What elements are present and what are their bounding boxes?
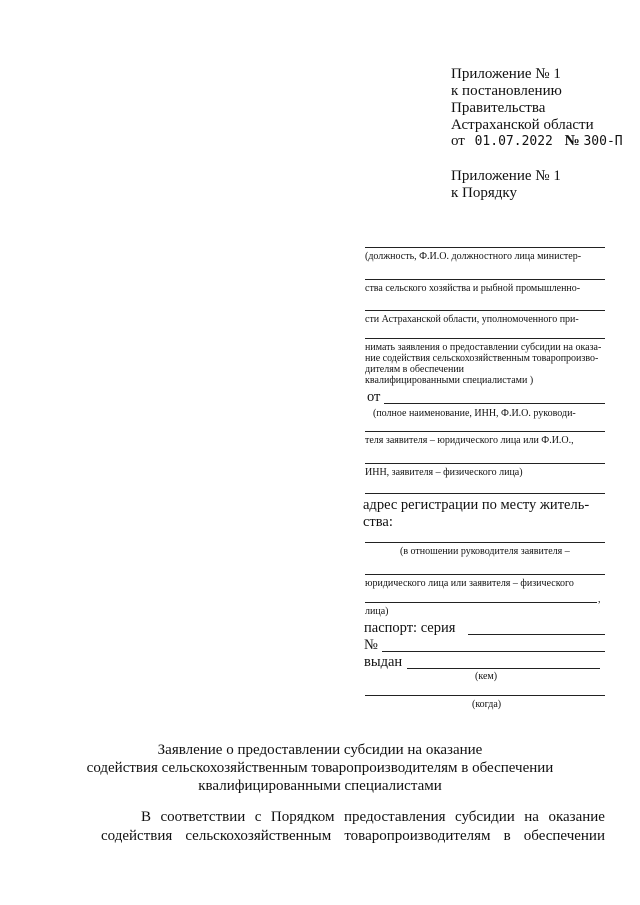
passport-issued-input[interactable] xyxy=(407,668,600,669)
appendix-to-order: Приложение № 1 xyxy=(451,168,561,184)
from-input-line[interactable] xyxy=(384,403,605,404)
addressee-caption-4: нимать заявления о предоставлении субсидии на оказа- xyxy=(365,342,602,353)
address-label-2: ства: xyxy=(363,514,393,530)
title-line-3: квалифицированными специалистами xyxy=(198,778,442,794)
passport-date-input[interactable] xyxy=(365,695,605,696)
passport-number-label: № xyxy=(364,637,378,653)
addressee-caption-1: (должность, Ф.И.О. должностного лица министер- xyxy=(365,251,582,262)
body-word: субсидии xyxy=(455,809,515,825)
body-word: предоставления xyxy=(344,809,446,825)
body-word: В xyxy=(141,809,152,825)
addressee-caption-2: ства сельского хозяйства и рыбной промышленно- xyxy=(365,283,581,294)
from-caption-1: (полное наименование, ИНН, Ф.И.О. руководи- xyxy=(373,408,576,419)
body-word: соответствии xyxy=(160,809,246,825)
blank-line xyxy=(365,493,605,494)
body-word: обеспечении xyxy=(523,828,605,844)
body-word: товаропроизводителям xyxy=(344,828,491,844)
header-line-government: Правительства xyxy=(451,100,546,116)
number-prefix: № xyxy=(564,133,580,149)
address-label-1: адрес регистрации по месту житель- xyxy=(363,497,590,513)
body-word: на xyxy=(524,809,539,825)
from-caption-2: теля заявителя – юридического лица или Ф.И.О., xyxy=(365,435,574,446)
blank-line xyxy=(365,279,605,280)
addressee-caption-7: квалифицированными специалистами ) xyxy=(365,375,534,386)
body-word: Порядком xyxy=(270,809,335,825)
passport-when-caption: (когда) xyxy=(472,699,502,710)
passport-number-input[interactable] xyxy=(382,651,605,652)
resolution-date: 01.07.2022 xyxy=(474,134,553,149)
blank-line xyxy=(365,602,597,603)
passport-series-label: паспорт: серия xyxy=(364,620,456,636)
passport-series-input[interactable] xyxy=(468,634,605,635)
resolution-number: 300-П xyxy=(583,134,623,149)
body-word: с xyxy=(254,809,262,825)
passport-issued-label: выдан xyxy=(364,654,403,670)
body-line-2 xyxy=(101,827,605,846)
body-word: оказание xyxy=(548,809,605,825)
address-caption-1: (в отношении руководителя заявителя – xyxy=(400,546,570,557)
address-comma: , xyxy=(598,594,601,605)
title-line-2: содействия сельскохозяйственным товаропроизводителям в обеспечении xyxy=(86,760,554,776)
body-word: в xyxy=(503,828,511,844)
blank-line xyxy=(365,338,605,339)
header-line-resolution: к постановлению xyxy=(451,83,562,99)
body-word: сельскохозяйственным xyxy=(185,828,332,844)
blank-line xyxy=(365,431,605,432)
header-line-appendix: Приложение № 1 xyxy=(451,66,561,82)
date-prefix: от xyxy=(451,133,465,149)
blank-line xyxy=(365,247,605,248)
addressee-caption-6: дителям в обеспечении xyxy=(365,364,465,375)
passport-who-caption: (кем) xyxy=(475,671,498,682)
from-caption-3: ИНН, заявителя – физического лица) xyxy=(365,467,523,478)
address-caption-2: юридического лица или заявителя – физического xyxy=(365,578,574,589)
blank-line xyxy=(365,310,605,311)
addressee-caption-5: ние содействия сельскохозяйственным товаропроизво- xyxy=(365,353,599,364)
address-input-line[interactable] xyxy=(365,542,605,543)
header-date-line xyxy=(451,133,623,150)
blank-line xyxy=(365,463,605,464)
blank-line xyxy=(365,574,605,575)
to-order-line: к Порядку xyxy=(451,185,517,201)
addressee-caption-3: сти Астраханской области, уполномоченного при- xyxy=(365,314,579,325)
body-word: содействия xyxy=(101,828,173,844)
body-line-1 xyxy=(141,808,605,827)
from-label: от xyxy=(367,389,381,405)
address-caption-3: лица) xyxy=(365,606,389,617)
title-line-1: Заявление о предоставлении субсидии на оказание xyxy=(157,742,483,758)
header-line-region: Астраханской области xyxy=(451,117,594,133)
